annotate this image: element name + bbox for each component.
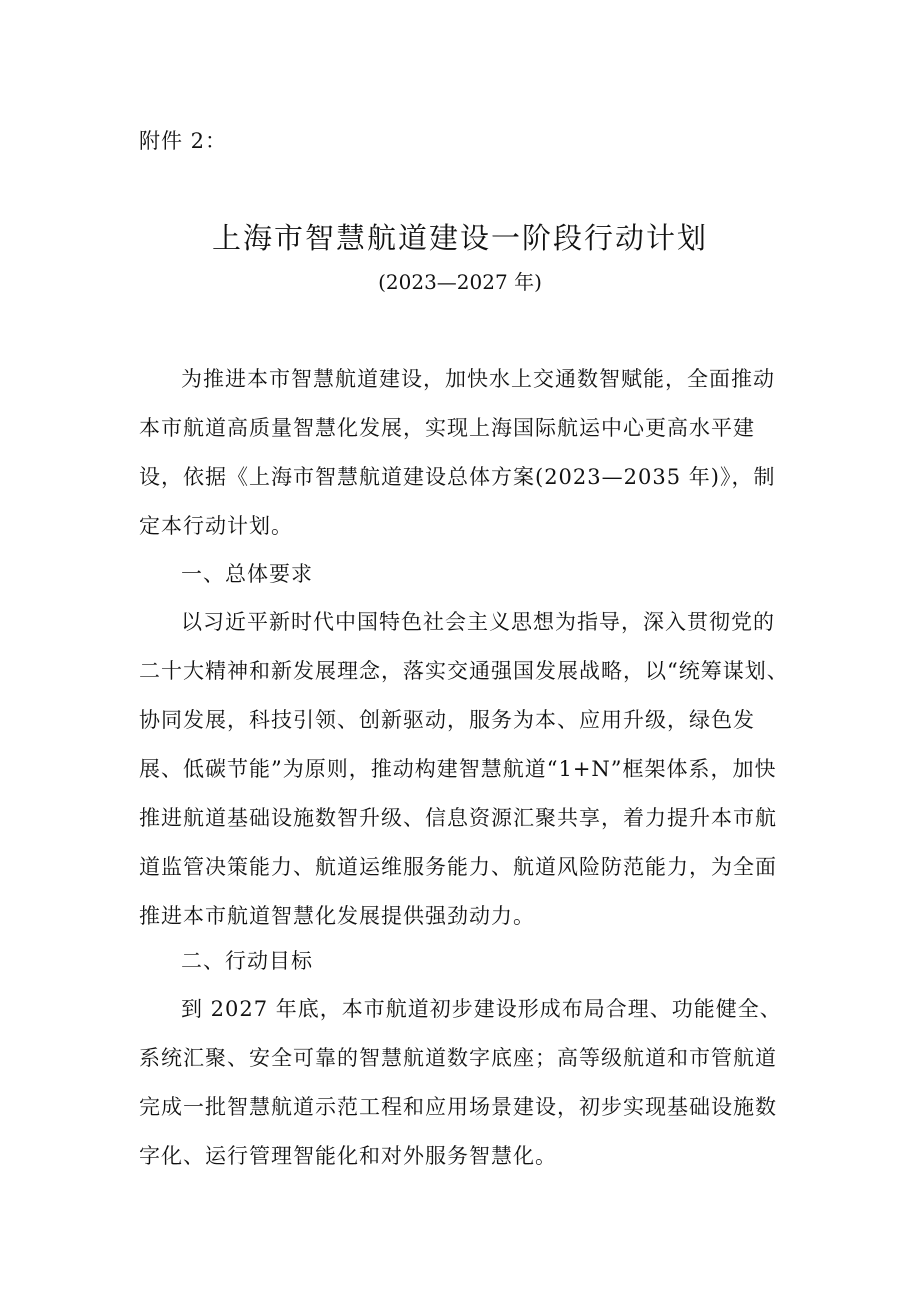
section-paragraph-general-requirements: 以习近平新时代中国特色社会主义思想为指导，深入贯彻党的二十大精神和新发展理念，落实交通强国发展战略，以“统筹谋划、协同发展，科技引领、创新驱动，服务为本、应用升级，绿色发展、低碳节能”为原则，推动构建智慧航道“1+N”框架体系，加快推进航道基础设施数智升级、信息资源汇聚共享，着力提升本市航道监管决策能力、航道运维服务能力、航道风险防范能力，为全面推进本市航道智慧化发展提供强劲动力。 [139,610,789,928]
document-title: 上海市智慧航道建设一阶段行动计划 [211,221,708,255]
intro-paragraph: 为推进本市智慧航道建设，加快水上交通数智赋能，全面推动本市航道高质量智慧化发展，实现上海国际航运中心更高水平建设，依据《上海市智慧航道建设总体方案(2023—2035 年)》，制定本行动计划。 [139,367,776,538]
document-subtitle: (2023—2027 年) [378,270,542,294]
section-heading-general-requirements: 一、总体要求 [181,562,313,586]
attachment-label: 附件 2： [139,129,228,153]
section-heading-action-goals: 二、行动目标 [181,949,313,973]
section-paragraph-action-goals: 到 2027 年底，本市航道初步建设形成布局合理、功能健全、系统汇聚、安全可靠的智慧航道数字底座；高等级航道和市管航道完成一批智慧航道示范工程和应用场景建设，初步实现基础设施数字化、运行管理智能化和对外服务智慧化。 [139,997,782,1168]
